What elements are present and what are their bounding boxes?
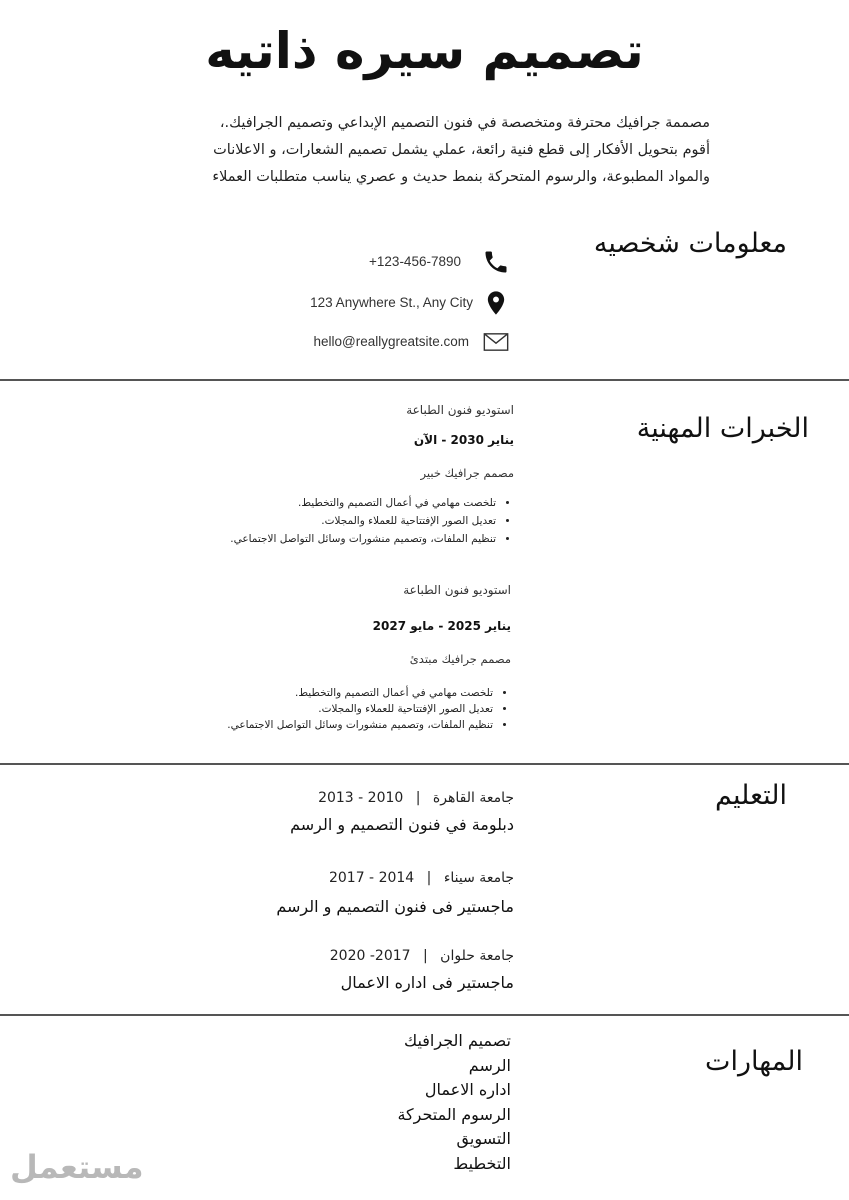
job-period: يناير 2025 - مايو 2027 bbox=[372, 619, 511, 633]
job-role: مصمم جرافيك خبير bbox=[420, 466, 514, 480]
skill-item: اداره الاعمال bbox=[424, 1080, 511, 1099]
job-role: مصمم جرافيك مبتدئ bbox=[409, 652, 511, 666]
skill-item: الرسوم المتحركة bbox=[397, 1104, 511, 1124]
skills-list bbox=[211, 1029, 511, 1176]
watermark-logo: مستعمل bbox=[10, 1148, 144, 1186]
separator: | bbox=[426, 870, 432, 886]
summary-line: مصممة جرافيك محترفة ومتخصصة في فنون التصميم الإبداعي وتصميم الجرافيك.، bbox=[219, 115, 710, 131]
job-duty: • تعديل الصور الإفتتاحية للعملاء والمجلات. bbox=[111, 701, 493, 717]
experience-heading: الخبرات المهنية bbox=[636, 413, 809, 444]
skills-heading: المهارات bbox=[705, 1046, 803, 1077]
education-years: 2010 - 2013 bbox=[318, 790, 404, 806]
university-name: جامعة سيناء bbox=[443, 870, 514, 886]
education-degree: دبلومة في فنون التصميم و الرسم bbox=[290, 815, 514, 834]
envelope-icon bbox=[482, 328, 510, 356]
job-entry bbox=[111, 583, 511, 733]
phone-icon bbox=[482, 248, 510, 276]
education-degree: ماجستير فى اداره الاعمال bbox=[340, 973, 514, 992]
job-duty: • تلخصت مهامي في أعمال التصميم والتخطيط. bbox=[111, 685, 493, 701]
summary-line: والمواد المطبوعة، والرسوم المتحركة بنمط حديث و عصري يناسب متطلبات العملاء bbox=[212, 169, 710, 185]
skill-item: الرسم bbox=[468, 1055, 511, 1075]
email-text: hello@reallygreatsite.com bbox=[313, 334, 469, 349]
job-company: استوديو فنون الطباعة bbox=[406, 403, 514, 417]
section-divider bbox=[0, 379, 849, 381]
education-institution bbox=[330, 948, 514, 964]
personal-info-heading: معلومات شخصيه bbox=[593, 228, 787, 259]
university-name: جامعة القاهرة bbox=[432, 790, 514, 806]
job-duty: • تلخصت مهامي في أعمال التصميم والتخطيط. bbox=[114, 494, 496, 512]
skill-item: تصميم الجرافيك bbox=[403, 1031, 511, 1050]
page-title: تصميم سيره ذاتيه bbox=[205, 22, 644, 80]
skill-item: التخطيط bbox=[453, 1153, 511, 1173]
university-name: جامعة حلوان bbox=[440, 948, 514, 964]
job-period: يناير 2030 - الآن bbox=[413, 433, 514, 447]
education-degree: ماجستير فى فنون التصميم و الرسم bbox=[276, 897, 514, 916]
skill-item: التسويق bbox=[456, 1129, 511, 1148]
education-years: 2017- 2020 bbox=[329, 948, 411, 964]
education-institution bbox=[329, 870, 514, 886]
section-divider bbox=[0, 763, 849, 765]
job-company: استوديو فنون الطباعة bbox=[403, 583, 511, 597]
separator: | bbox=[415, 790, 421, 806]
job-duty: • تنظيم الملفات، وتصميم منشورات وسائل التواصل الاجتماعي. bbox=[114, 530, 496, 548]
job-duties bbox=[111, 685, 511, 733]
education-heading: التعليم bbox=[715, 780, 787, 811]
job-duty: • تنظيم الملفات، وتصميم منشورات وسائل التواصل الاجتماعي. bbox=[111, 717, 493, 733]
phone-text: +123-456-7890 bbox=[369, 254, 461, 269]
profile-summary bbox=[110, 110, 710, 191]
education-years: 2014 - 2017 bbox=[328, 870, 415, 886]
job-duties bbox=[114, 494, 514, 548]
job-entry bbox=[114, 403, 514, 548]
education-institution bbox=[318, 790, 514, 806]
address-text: 123 Anywhere St., Any City bbox=[310, 295, 473, 310]
separator: | bbox=[423, 948, 428, 964]
section-divider bbox=[0, 1014, 849, 1016]
summary-line: أقوم بتحويل الأفكار إلى قطع فنية رائعة، عملي يشمل تصميم الشعارات، و الاعلانات bbox=[213, 142, 710, 158]
location-pin-icon bbox=[482, 289, 510, 317]
job-duty: • تعديل الصور الإفتتاحية للعملاء والمجلات. bbox=[114, 512, 496, 530]
